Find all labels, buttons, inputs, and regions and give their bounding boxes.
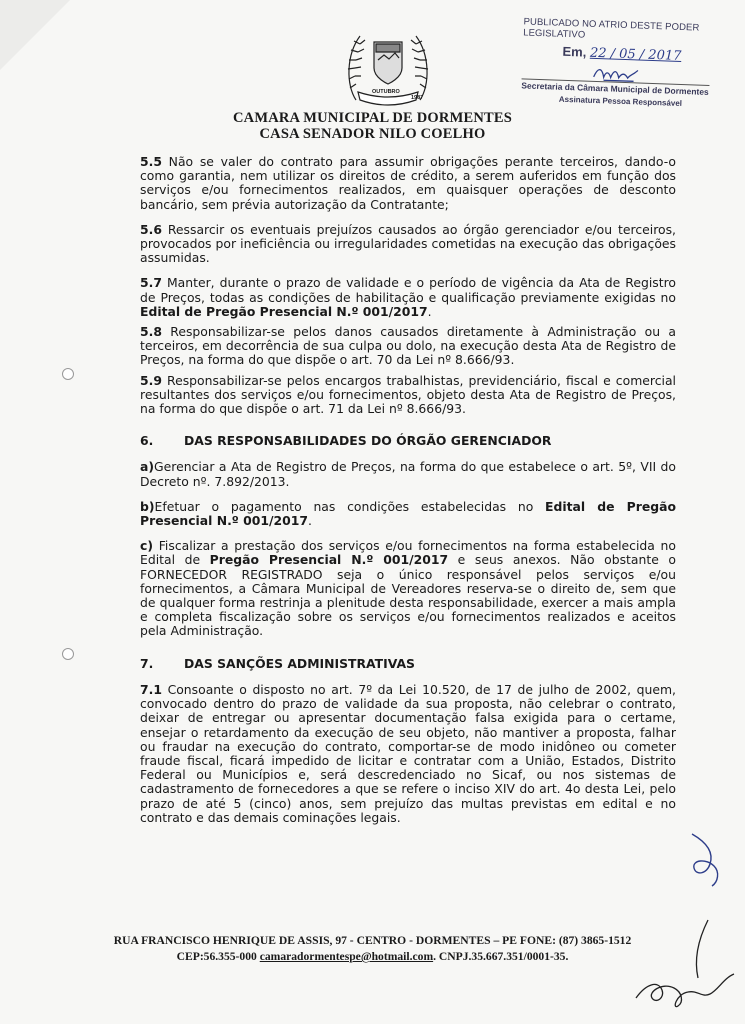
item-label: b) [140,498,155,514]
stamp-secretary-line: Secretaria da Câmara Municipal de Dormentes [521,80,709,97]
clause-5-5 [140,155,676,212]
house-name: CASA SENADOR NILO COELHO [259,126,486,142]
item-6-b [140,500,676,528]
clause-text: Ressarcir os eventuais prejuízos causados ao órgão gerenciador e/ou terceiros, provocados por ineficiência ou irregularidades cometidas na execução das obrigações assumidas. [140,221,676,266]
item-6-c [140,539,676,638]
punch-hole-bottom [62,648,74,660]
item-edital-ref: Pregão Presencial N.º 001/2017 [209,552,449,568]
emblem-year: 1987 [411,95,424,101]
footer-contacts [0,950,745,963]
item-label: a) [140,459,155,475]
section-title: DAS RESPONSABILIDADES DO ÓRGÃO GERENCIADOR [184,433,552,449]
footer-signature-icon [628,918,738,1014]
item-text: Efetuar o pagamento nas condições estabelecidas no [154,498,546,514]
item-edital-ref: Edital de Pregão Presencial N.º 001/2017 [140,498,676,529]
publication-stamp [518,14,731,121]
item-text-end: . [307,513,312,529]
emblem-ribbon-text: OUTUBRO [372,89,400,95]
clause-text: Responsabilizar-se pelos encargos trabalhistas, previdenciário, fiscal e comercial resultantes dos serviços e/ou fornecimentos, objeto desta Ata de Registro de Preços, na forma do que dispõe o art. 71 da Lei nº 8.666/93. [140,372,676,417]
clause-number: 5.7 [140,275,162,291]
clause-edital-ref: Edital de Pregão Presencial N.º 001/2017 [140,303,428,319]
item-text-cont: e seus anexos. Não obstante o FORNECEDOR REGISTRADO seja o único responsável pelos serviços e/ou fornecimentos, a Câmara Municipal de Vereadores reserva-se o direito de, sem que de qualquer forma restrinja a plenitude desta responsabilidade, exercer a mais ampla e completa fiscalização sobre os serviços e/ou fornecimentos realizados e aceitos pela Administração. [140,552,676,639]
clause-5-7 [140,276,676,319]
institution-name: CAMARA MUNICIPAL DE DORMENTES [232,110,513,126]
margin-signature-icon [686,830,726,890]
stamp-date: 22 / 05 / 2017 [589,45,682,64]
stamp-signature-label: Assinatura Pessoa Responsável [558,94,683,109]
clause-text: Responsabilizar-se pelos danos causados diretamente à Administração ou a terceiros, em decorrência de sua culpa ou dolo, na execução desta Ata de Registro de Preços, na forma do que dispõe o art. 70 da Lei nº 8.666/93. [140,324,676,368]
folded-corner [0,0,70,70]
section-title: DAS SANÇÕES ADMINISTRATIVAS [184,655,415,671]
clause-number: 5.5 [140,154,162,169]
clause-text: Consoante o disposto no art. 7º da Lei 10.520, de 17 de julho de 2002, quem, convocado dentro do prazo de validade da sua proposta, não celebrar o contrato, deixar de entregar ou apresentar documentação falsa exigida para o certame, ensejar o retardamento da execução de seu objeto, não mantiver a proposta, falhar ou fraudar na execução do contrato, comportar-se de modo inidôneo ou cometer fraude fiscal, ficará impedido de licitar e contratar com a União, Estados, Distrito Federal ou Municípios e, será descredenciado no Sicaf, ou nos sistemas de cadastramento de fornecedores a que se refere o inciso XIV do art. 4o desta Lei, pelo prazo de até 5 (cinco) anos, sem prejuízo das multas previstas em edital e no contrato e das demais cominações legais. [140,681,676,825]
item-label: c) [140,538,154,554]
clause-number: 5.9 [140,372,162,388]
stamp-published-line: PUBLICADO NO ATRIO DESTE PODER LEGISLATIVO [522,16,700,41]
section-number: 7. [140,655,154,671]
section-number: 6. [140,433,154,449]
clause-5-8 [140,325,676,368]
clause-text-end: . [427,303,432,319]
document-body [140,155,676,836]
item-6-a [140,460,676,488]
section-6-heading [140,434,676,448]
clause-number: 7.1 [140,681,162,697]
stamp-date-line [562,44,681,64]
stamp-em-label: Em, [562,43,587,60]
clause-number: 5.6 [140,221,162,237]
clause-5-6 [140,223,676,266]
item-text: Fiscalizar a prestação dos serviços e/ou fornecimentos na forma estabelecida no Edital de [140,538,676,568]
clause-text: Manter, durante o prazo de validade e o período de vigência da Ata de Registro de Preços, todas as condições de habilitação e qualificação previamente exigidas no [140,275,676,305]
footer-cep: CEP:56.355-000 [176,950,260,963]
footer-email-link[interactable]: camaradormentespe@hotmail.com [259,950,434,963]
clause-5-9 [140,374,676,417]
footer-address: RUA FRANCISCO HENRIQUE DE ASSIS, 97 - CENTRO - DORMENTES – PE FONE: (87) 3865-1512 [113,934,632,947]
section-7-heading [140,657,676,671]
footer-cnpj: . CNPJ.35.667.351/0001-35. [433,950,569,963]
clause-text: Não se valer do contrato para assumir obrigações perante terceiros, dando-o como garantia, nem utilizar os direitos de crédito, a serem auferidos em função dos serviços e/ou fornecimentos realizados, em quaisquer operações de desconto bancário, sem prévia autorização da Contratante; [140,154,676,212]
clause-number: 5.8 [140,324,162,340]
item-text: Gerenciar a Ata de Registro de Preços, na forma do que estabelece o art. 5º, VII do Decreto nº. 7.892/2013. [140,459,676,489]
punch-hole-top [62,368,74,380]
clause-7-1 [140,683,676,825]
